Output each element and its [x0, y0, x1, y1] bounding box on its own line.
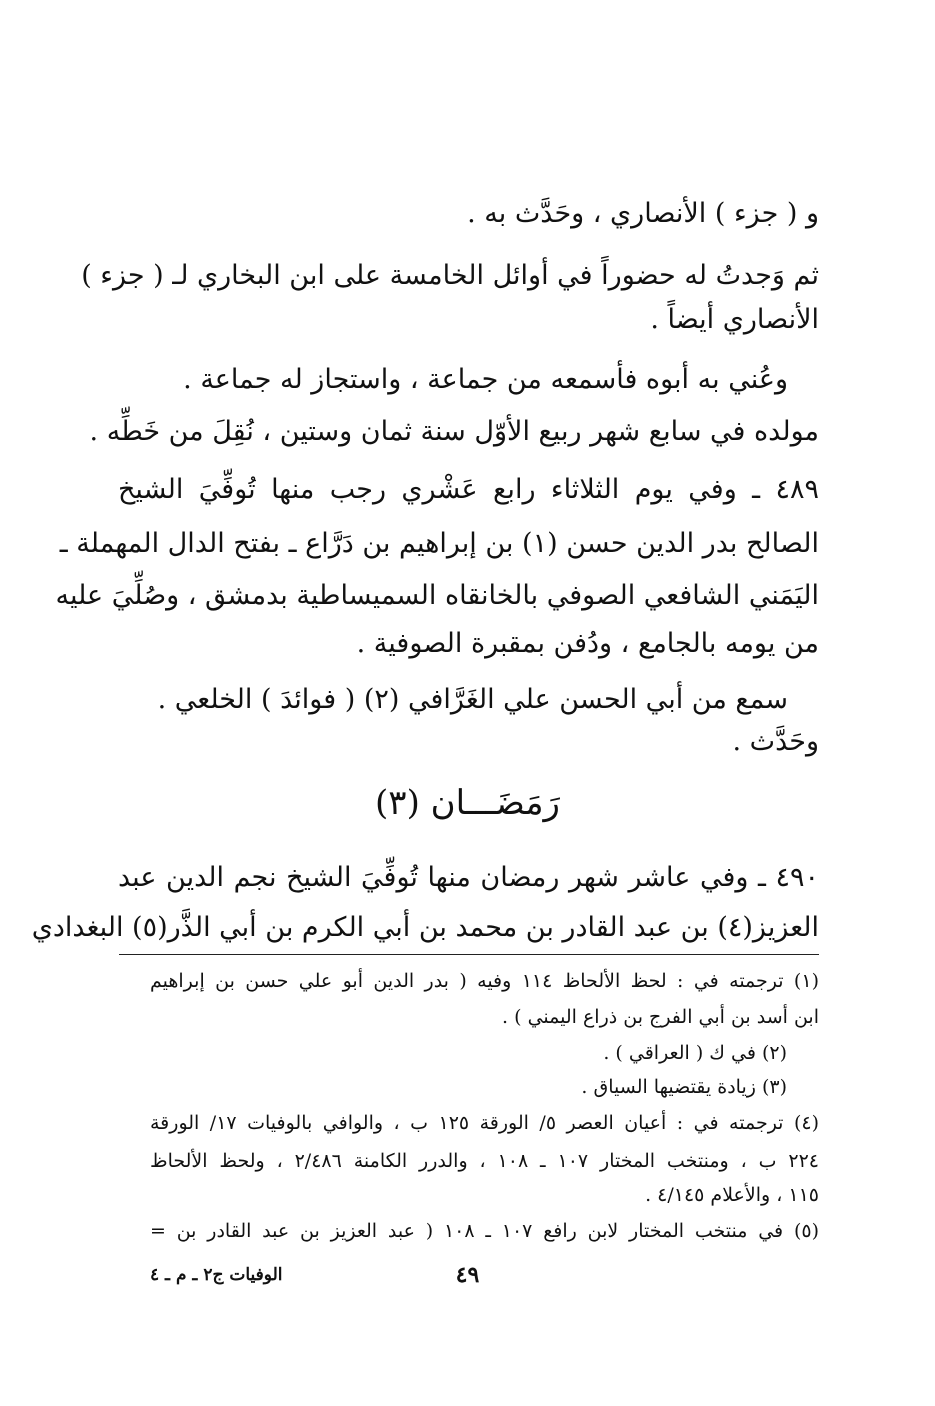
footnote-divider	[119, 954, 819, 955]
text-line: الأنصاري أيضاً .	[650, 304, 819, 335]
footnote-line: (١) ترجمته في : لحظ الألحاظ ١١٤ وفيه ( بدر الدين أبو علي حسن بن إبراهيم	[150, 970, 819, 992]
footnote-line: (٥) في منتخب المختار لابن رافع ١٠٧ ـ ١٠٨ ( عبد العزيز بن عبد القادر بن =	[150, 1220, 819, 1242]
text-line: وعُني به أبوه فأسمعه من جماعة ، واستجاز له جماعة .	[183, 364, 788, 395]
page-number: ٤٩	[455, 1262, 480, 1288]
footnote-line: (٤) ترجمته في : أعيان العصر ٥/ الورقة ١٢٥ ب ، والوافي بالوفيات ١٧/ الورقة	[150, 1112, 820, 1134]
text-line: سمع من أبي الحسن علي الغَرَّافي (٢) ( فوائدَ ) الخلعي .	[157, 684, 788, 715]
footnote-line: ابن أسد بن أبي الفرج بن ذراع اليمني ) .	[502, 1006, 819, 1028]
entry-489-line: ٤٨٩ ـ وفي يوم الثلاثاء رابع عَشْري رجب منها تُوفِّيَ الشيخ	[118, 474, 819, 505]
footnote-line: (٣) زيادة يقتضيها السياق .	[581, 1076, 787, 1098]
text-line: وحَدَّث .	[732, 726, 819, 757]
footnote-line: ١١٥ ، والأعلام ٤/١٤٥ .	[645, 1184, 819, 1206]
footnote-line: ٢٢٤ ب ، ومنتخب المختار ١٠٧ ـ ١٠٨ ، والدرر الكامنة ٢/٤٨٦ ، ولحظ الألحاظ	[150, 1150, 819, 1172]
text-line: ثم وَجدتُ له حضوراً في أوائل الخامسة على ابن البخاري لـ ( جزء )	[81, 260, 819, 291]
text-line: و ( جزء ) الأنصاري ، وحَدَّث به .	[467, 198, 819, 229]
entry-490-line: ٤٩٠ ـ وفي عاشر شهر رمضان منها تُوفِّيَ الشيخ نجم الدين عبد	[118, 862, 819, 893]
footnote-line: (٢) في ك ( العراقي ) .	[603, 1042, 787, 1064]
text-line: العزيز(٤) بن عبد القادر بن محمد بن أبي الكرم بن أبي الذَّر(٥) البغدادي	[31, 912, 819, 943]
text-line: من يومه بالجامع ، ودُفن بمقبرة الصوفية .	[356, 628, 819, 659]
signature-mark: الوفيات ج٢ ـ م ـ ٤	[150, 1265, 283, 1285]
text-line: مولده في سابع شهر ربيع الأوّل سنة ثمان وستين ، نُقِلَ من خَطِّه .	[89, 416, 819, 447]
section-heading-ramadan: رَمَضَـــان (٣)	[375, 783, 560, 823]
text-line: اليَمَني الشافعي الصوفي بالخانقاه السميساطية بدمشق ، وصُلِّيَ عليه	[55, 580, 819, 611]
text-line: الصالح بدر الدين حسن (١) بن إبراهيم بن دَرَّاع ـ بفتح الدال المهملة ـ	[59, 528, 819, 559]
